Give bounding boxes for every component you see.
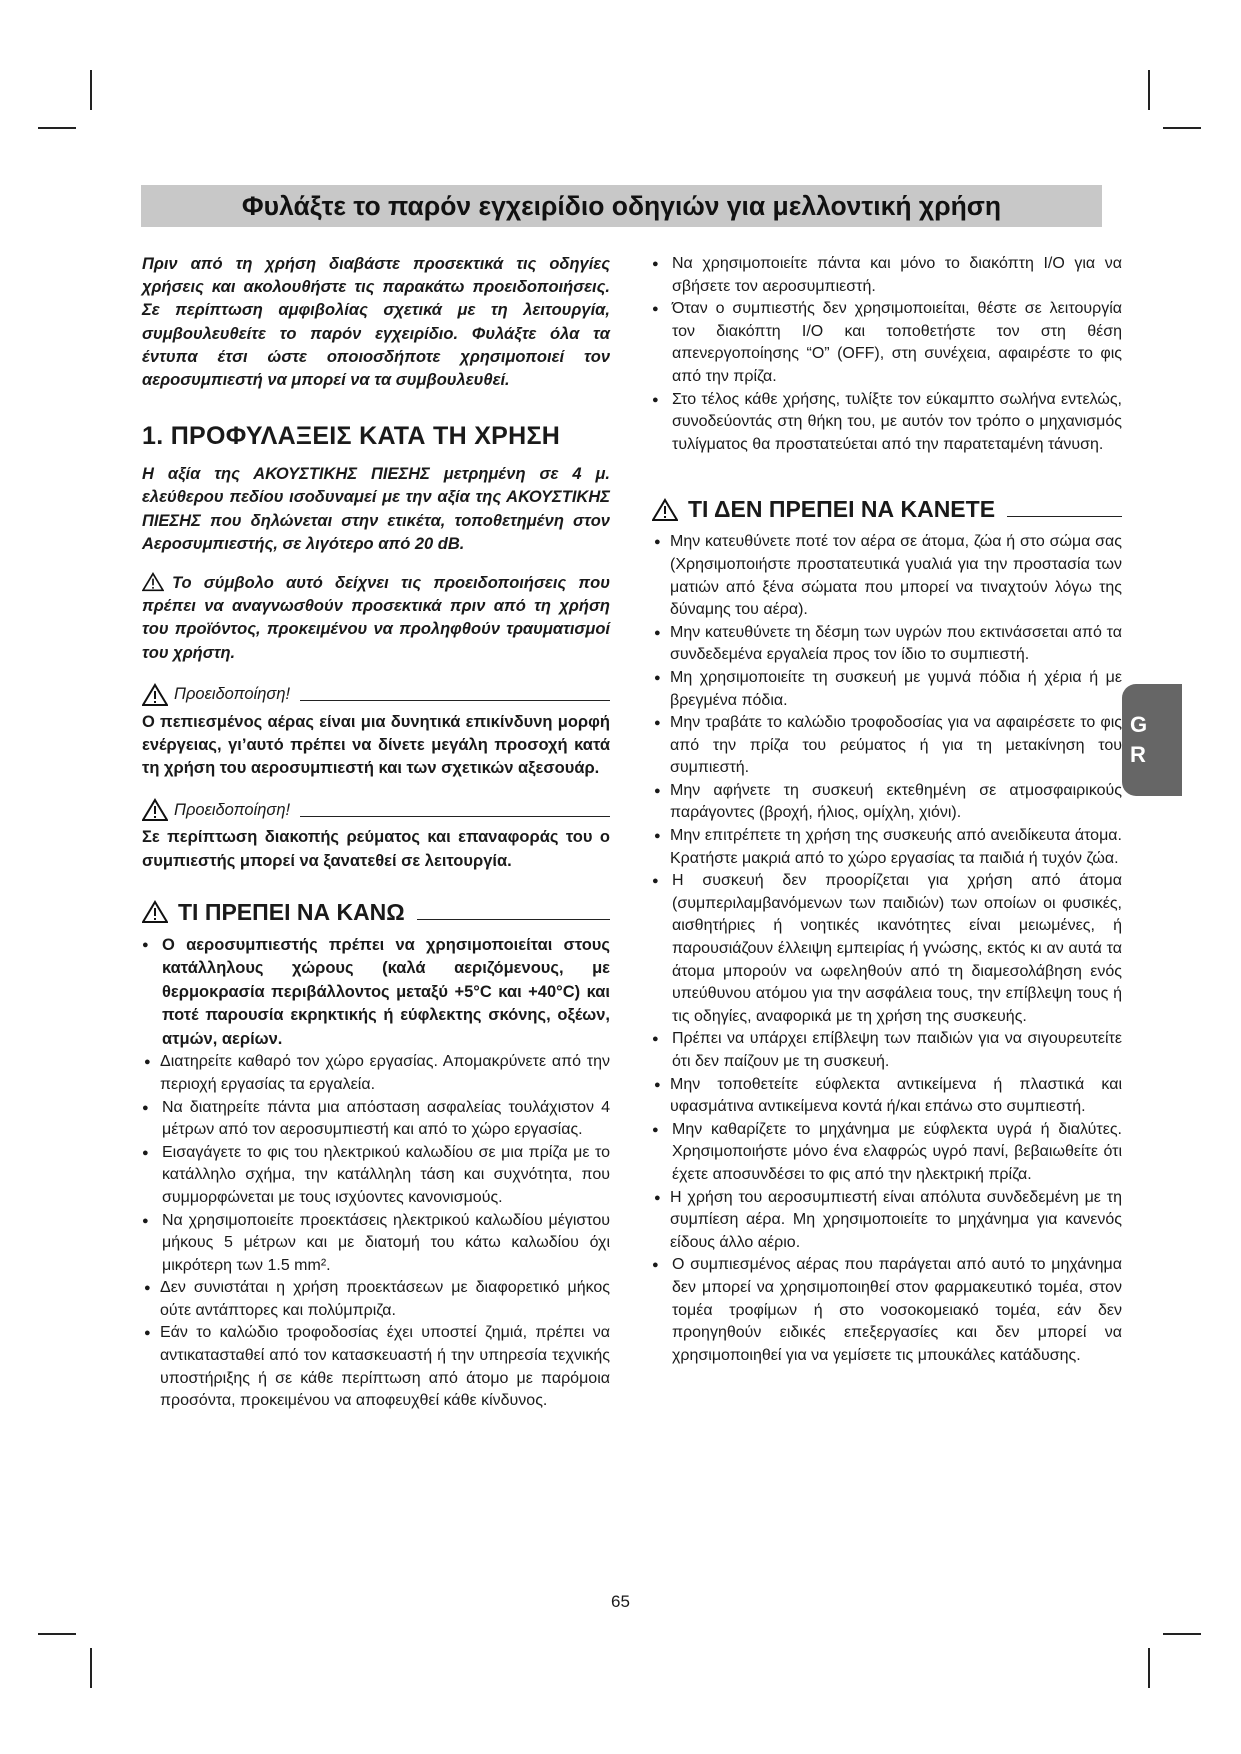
divider-line: [1007, 502, 1122, 517]
list-item: ● Ο συμπιεσμένος αέρας που παράγεται από αυτό το μηχάνημα δεν μπορεί να χρησιμοποιηθεί στον φαρμακευτικό τομέα, στον τομέα τροφίμων ή στο νοσοκομειακό τομέα, εάν δεν προηγηθούν ειδικές επεξεργασίες και δεν μπορεί να χρησιμοποιηθεί για να γεμίσετε τις μπουκάλες κατάδυσης.: [652, 1254, 1122, 1367]
dont-section-header: [652, 496, 1122, 523]
warning-triangle-icon: [142, 683, 168, 707]
list-item: ● Να χρησιμοποιείτε πάντα και μόνο το διακόπτη I/O για να σβήσετε τον αεροσυμπιεστή.: [652, 253, 1122, 298]
warning-text-2: Σε περίπτωση διακοπής ρεύματος και επαναφοράς του ο συμπιεστής μπορεί να ξανατεθεί σε λειτουργία.: [142, 828, 610, 870]
warning-triangle-icon: [142, 798, 168, 822]
warning-triangle-icon: [142, 572, 164, 592]
crop-mark-tr-v: [1148, 70, 1150, 110]
list-item: ● Μην κατευθύνετε τη δέσμη των υγρών που εκτινάσσεται από τα συνδεδεμένα εργαλεία προς τον ίδιο το συμπιεστή.: [652, 622, 1122, 667]
right-column: [652, 253, 1122, 1367]
language-tab-letter: R: [1130, 742, 1146, 767]
acoustic-note: Η αξία της ΑΚΟΥΣΤΙΚΗΣ ΠΙΕΣΗΣ μετρημένη σε 4 μ. ελεύθερου πεδίου ισοδυναμεί με την αξία της ΑΚΟΥΣΤΙΚΗΣ ΠΙΕΣΗΣ που δηλώνεται στην ετικέτα, τοποθετημένη στον Αεροσυμπιεστής, σε λιγότερο από 20 dB.: [142, 465, 610, 553]
list-item: ● Μην κατευθύνετε ποτέ τον αέρα σε άτομα, ζώα ή στο σώμα σας (Χρησιμοποιήστε προστατευτικά γυαλιά για την προστασία των ματιών από ξένα σώματα που μπορεί να τιναχτούν λόγω της δύναμης του αέρα).: [652, 531, 1122, 621]
warning-label: Προειδοποίηση!: [174, 800, 291, 819]
list-item: ● Δεν συνιστάται η χρήση προεκτάσεων με διαφορετικό μήκος ούτε αντάπτορες και πολύμπριζα.: [142, 1277, 610, 1322]
do-list: [142, 934, 610, 1413]
crop-mark-tr-h: [1163, 127, 1201, 129]
list-item: ● Εάν το καλώδιο τροφοδοσίας έχει υποστεί ζημιά, πρέπει να αντικατασταθεί από τον κατασκευαστή ή την υπηρεσία τεχνικής υποστήριξης ή σε κάθε περίπτωση από άτομο με παρόμοια προσόντα, προκειμένου να αποφευχθεί κάθε κίνδυνος.: [142, 1322, 610, 1412]
page-banner: Φυλάξτε το παρόν εγχειρίδιο οδηγιών για μελλοντική χρήση: [141, 185, 1102, 227]
crop-mark-tl-v: [90, 70, 92, 110]
list-item: ● Ο αεροσυμπιεστής πρέπει να χρησιμοποιείται στους κατάλληλους χώρους (καλά αεριζόμενους, με θερμοκρασία περιβάλλοντος μεταξύ +5°C και +40°C) και ποτέ παρουσία εκρηκτικής ή εύφλεκτης σκόνης, οξέων, ατμών, αερίων.: [142, 934, 610, 1052]
symbol-note-text: Το σύμβολο αυτό δείχνει τις προειδοποιήσεις που πρέπει να αναγνωσθούν προσεκτικά πριν από τη χρήση του προϊόντος, προκειμένου να προληφθούν τραυματισμοί του χρήστη.: [142, 574, 610, 662]
language-tab-letter: G: [1130, 712, 1148, 737]
list-item: ● Μην καθαρίζετε το μηχάνημα με εύφλεκτα υγρά ή διαλύτες. Χρησιμοποιήστε μόνο ένα ελαφρώς υγρό πανί, βεβαιωθείτε ότι έχετε αποσυνδέσει το φις από την ηλεκτρική πρίζα.: [652, 1119, 1122, 1187]
list-item: ● Εισαγάγετε το φις του ηλεκτρικού καλωδίου σε μια πρίζα με το κατάλληλο σχήμα, την κατάλληλη τάση και συχνότητα, που συμμορφώνεται με τους ισχύοντες κανονισμούς.: [142, 1142, 610, 1210]
language-tab: [1122, 684, 1182, 796]
warning-triangle-icon: [652, 498, 678, 522]
divider-line: [300, 804, 610, 817]
do-list-continued: [652, 253, 1122, 456]
warning-label: Προειδοποίηση!: [174, 685, 291, 704]
list-item: ● Μην τραβάτε το καλώδιο τροφοδοσίας για να αφαιρέσετε το φις από την πρίζα του ρεύματος ή για τη μετακίνηση του συμπιεστή.: [652, 712, 1122, 780]
list-item: ● Η συσκευή δεν προορίζεται για χρήση από άτομα (συμπεριλαμβανόμενων των παιδιών) των οποίων οι φυσικές, αισθητήριες ή νοητικές ικανότητες είναι μειωμένες, ή παρουσιάζουν έλλειψη εμπειρίας ή γνώσης, εκτός κι αν αυτά τα άτομα μπορούν να ωφεληθούν από τη διαμεσολάβηση ενός υπεύθυνου ατόμου για την ασφάλεια τους, την επίβλεψη τους ή τις οδηγίες, αναφορικά με τη χρήση της συσκευής.: [652, 870, 1122, 1028]
list-item: ● Μη χρησιμοποιείτε τη συσκευή με γυμνά πόδια ή χέρια ή με βρεγμένα πόδια.: [652, 667, 1122, 712]
do-section-header: [142, 899, 610, 926]
list-item: ● Να χρησιμοποιείτε προεκτάσεις ηλεκτρικού καλωδίου μέγιστου μήκους 5 μέτρων και με διατομή του κάτω καλωδίου όχι μικρότερη των 1.5 mm².: [142, 1210, 610, 1278]
crop-mark-tl-h: [38, 127, 76, 129]
list-item: ● Να διατηρείτε πάντα μια απόσταση ασφαλείας τουλάχιστον 4 μέτρων από τον αεροσυμπιεστή και από το χώρο εργασίας.: [142, 1097, 610, 1142]
warning-triangle-icon: [142, 900, 168, 924]
symbol-note: [142, 572, 610, 665]
section-title: 1. ΠΡΟΦΥΛΑΞΕΙΣ ΚΑΤΑ ΤΗ ΧΡΗΣΗ: [142, 422, 561, 451]
crop-mark-br-h: [1163, 1633, 1201, 1635]
warning-header-2: [142, 798, 610, 822]
list-item: ● Μην τοποθετείτε εύφλεκτα αντικείμενα ή πλαστικά και υφασμάτινα αντικείμενα κοντά ή/και επάνω στο συμπιεστή.: [652, 1074, 1122, 1119]
list-item: ● Η χρήση του αεροσυμπιεστή είναι απόλυτα συνδεδεμένη με τη συμπίεση αέρα. Μη χρησιμοποιείτε το μηχάνημα για κανενός είδους άλλο αέριο.: [652, 1187, 1122, 1255]
dont-section-title: ΤΙ ΔΕΝ ΠΡΕΠΕΙ ΝΑ ΚΑΝΕΤΕ: [688, 496, 996, 523]
list-item: ● Όταν ο συμπιεστής δεν χρησιμοποιείται, θέστε σε λειτουργία τον διακόπτη I/O και τοποθετήστε τον στη θέση απενεργοποίησης “O” (OFF), στη συνέχεια, αφαιρέστε το φις από την πρίζα.: [652, 298, 1122, 388]
list-item: ● Διατηρείτε καθαρό τον χώρο εργασίας. Απομακρύνετε από την περιοχή εργασίας τα εργαλεία.: [142, 1051, 610, 1096]
page-number: 65: [611, 1592, 630, 1611]
crop-mark-bl-h: [38, 1633, 76, 1635]
left-column: [142, 253, 610, 1413]
divider-line: [300, 688, 610, 701]
do-section-title: ΤΙ ΠΡΕΠΕΙ ΝΑ ΚΑΝΩ: [178, 898, 405, 925]
dont-list: [652, 531, 1122, 1367]
list-item: ● Μην αφήνετε τη συσκευή εκτεθημένη σε ατμοσφαιρικούς παράγοντες (βροχή, ήλιος, ομίχλη, χιόνι).: [652, 780, 1122, 825]
crop-mark-br-v: [1148, 1648, 1150, 1688]
list-item: ● Μην επιτρέπετε τη χρήση της συσκευής από ανειδίκευτα άτομα. Κρατήστε μακριά από το χώρο εργασίας τα παιδιά ή τυχόν ζώα.: [652, 825, 1122, 870]
divider-line: [417, 905, 610, 920]
list-item: ● Στο τέλος κάθε χρήσης, τυλίξτε τον εύκαμπτο σωλήνα εντελώς, συνοδεύοντάς στη θήκη του, με αυτόν τον τρόπο ο μηχανισμός τυλίγματος θα προστατεύεται από την παρατεταμένη τάνυση.: [652, 389, 1122, 457]
crop-mark-bl-v: [90, 1648, 92, 1688]
warning-text-1: Ο πεπιεσμένος αέρας είναι μια δυνητικά επικίνδυνη μορφή ενέργειας, γι’αυτό πρέπει να δίνετε μεγάλη προσοχή κατά τη χρήση του αεροσυμπιεστή και των σχετικών αξεσουάρ.: [142, 712, 610, 778]
list-item: ● Πρέπει να υπάρχει επίβλεψη των παιδιών για να σιγουρευτείτε ότι δεν παίζουν με τη συσκευή.: [652, 1028, 1122, 1073]
intro-text: Πριν από τη χρήση διαβάστε προσεκτικά τις οδηγίες χρήσεις και ακολουθήστε τις παρακάτω προειδοποιήσεις. Σε περίπτωση αμφιβολίας σχετικά με τη λειτουργία, συμβουλευθείτε το παρόν εγχειρίδιο. Φυλάξτε όλα τα έντυπα έτσι ώστε οποιοσδήποτε χρησιμοποιεί τον αεροσυμπιεστή να μπορεί να τα συμβουλευθεί.: [142, 255, 610, 390]
warning-header-1: [142, 683, 610, 707]
